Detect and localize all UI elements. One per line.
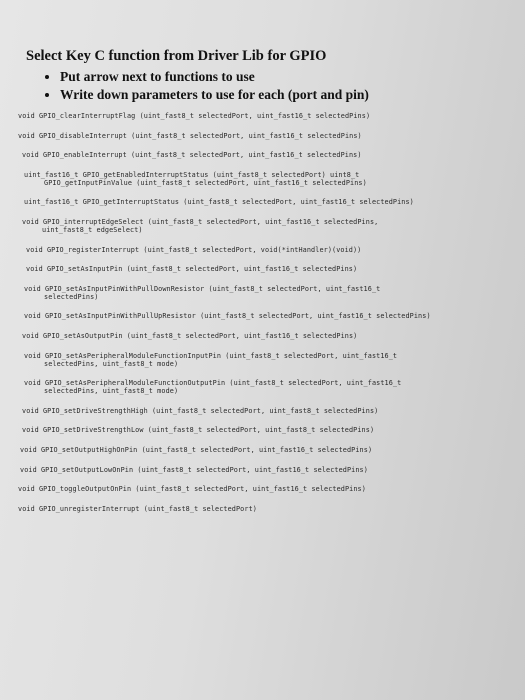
function-list (18, 112, 510, 524)
page-title: Select Key C function from Driver Lib for GPIO (26, 48, 327, 64)
function-signature: void GPIO_interruptEdgeSelect (uint_fast8_t selectedPort, uint_fast16_t selectedPins, (22, 217, 379, 226)
function-signature: void GPIO_setDriveStrengthLow (uint_fast8_t selectedPort, uint_fast8_t selectedPins) (22, 426, 375, 435)
function-entry (18, 466, 510, 474)
function-entry (18, 379, 510, 395)
instruction-item: • Put arrow next to functions to use (60, 69, 496, 85)
function-signature-continuation: selectedPins, uint_fast8_t mode) (44, 359, 179, 368)
function-entry (18, 312, 510, 320)
function-entry (18, 426, 510, 434)
function-signature: void GPIO_enableInterrupt (uint_fast8_t selectedPort, uint_fast16_t selectedPins) (22, 151, 362, 160)
function-entry (18, 332, 510, 340)
function-entry (18, 112, 510, 120)
function-signature: uint_fast16_t GPIO_getInterruptStatus (uint_fast8_t selectedPort, uint_fast16_t selectedPins) (24, 198, 414, 207)
function-entry (18, 171, 510, 187)
function-signature: void GPIO_clearInterruptFlag (uint_fast8_t selectedPort, uint_fast16_t selectedPins) (18, 112, 371, 120)
function-signature: uint_fast16_t GPIO_getEnabledInterruptStatus (uint_fast8_t selectedPort) uint8_t (24, 170, 360, 179)
instructions (26, 48, 496, 105)
function-signature-continuation: uint_fast8_t edgeSelect) (42, 225, 143, 234)
function-signature: void GPIO_setAsOutputPin (uint_fast8_t selectedPort, uint_fast16_t selectedPins) (22, 331, 358, 340)
function-signature: void GPIO_disableInterrupt (uint_fast8_t selectedPort, uint_fast16_t selectedPins) (18, 131, 362, 140)
function-signature: void GPIO_setAsInputPinWithPullDownResistor (uint_fast8_t selectedPort, uint_fast16_t (24, 284, 381, 293)
function-signature: void GPIO_registerInterrupt (uint_fast8_t selectedPort, void(*intHandler)(void)) (26, 245, 362, 254)
function-signature: void GPIO_setAsInputPinWithPullUpResistor (uint_fast8_t selectedPort, uint_fast16_t selectedPins) (24, 312, 431, 321)
function-signature-continuation: GPIO_getInputPinValue (uint_fast8_t selectedPort, uint_fast16_t selectedPins) (44, 178, 367, 187)
function-entry (18, 352, 510, 368)
function-entry (18, 505, 510, 513)
instruction-item: • Write down parameters to use for each (port and pin) (60, 87, 496, 103)
instruction-list (26, 69, 496, 103)
function-signature: void GPIO_setAsPeripheralModuleFunctionInputPin (uint_fast8_t selectedPort, uint_fast16_t (24, 351, 398, 360)
function-signature: void GPIO_setAsInputPin (uint_fast8_t selectedPort, uint_fast16_t selectedPins) (26, 265, 358, 274)
function-entry (18, 485, 510, 493)
function-entry (18, 218, 510, 234)
function-entry (18, 132, 510, 140)
function-signature-continuation: selectedPins) (44, 292, 99, 301)
function-entry (18, 446, 510, 454)
function-signature: void GPIO_setOutputHighOnPin (uint_fast8_t selectedPort, uint_fast16_t selectedPins) (20, 445, 373, 454)
function-signature: void GPIO_setOutputLowOnPin (uint_fast8_t selectedPort, uint_fast16_t selectedPins) (20, 465, 368, 474)
function-signature: void GPIO_setDriveStrengthHigh (uint_fast8_t selectedPort, uint_fast8_t selectedPins) (22, 406, 379, 415)
function-signature: void GPIO_unregisterInterrupt (uint_fast8_t selectedPort) (18, 504, 257, 513)
function-signature: void GPIO_setAsPeripheralModuleFunctionOutputPin (uint_fast8_t selectedPort, uint_fast16_t (24, 379, 402, 388)
function-entry (18, 407, 510, 415)
function-entry (18, 198, 510, 206)
function-entry (18, 246, 510, 254)
function-entry (18, 265, 510, 273)
function-entry (18, 151, 510, 159)
function-signature-continuation: selectedPins, uint_fast8_t mode) (44, 387, 179, 396)
function-entry (18, 285, 510, 301)
function-signature: void GPIO_toggleOutputOnPin (uint_fast8_t selectedPort, uint_fast16_t selectedPins) (18, 485, 366, 494)
